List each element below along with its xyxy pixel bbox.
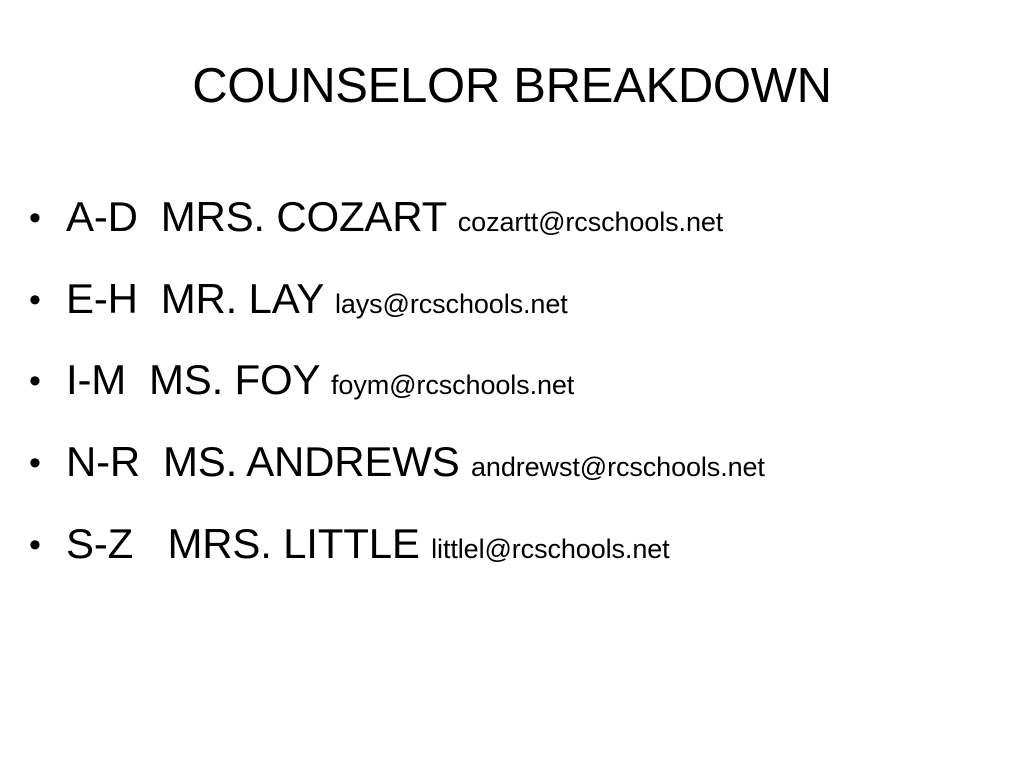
bullet-icon: •: [29, 526, 41, 564]
alphabet-range: E-H: [66, 275, 138, 322]
counselor-email: lays@rcschools.net: [334, 289, 568, 319]
bullet-icon: •: [29, 199, 41, 237]
counselor-email: andrewst@rcschools.net: [471, 452, 765, 482]
alphabet-range: N-R: [66, 438, 141, 485]
counselor-email: foym@rcschools.net: [331, 370, 575, 400]
bullet-icon: •: [29, 444, 41, 482]
bullet-icon: •: [29, 362, 41, 400]
alphabet-range: I-M: [66, 356, 127, 403]
counselor-entry: [66, 438, 765, 485]
counselor-entry: [66, 275, 568, 322]
counselor-name: MR. LAY: [160, 275, 324, 322]
counselor-name: MRS. COZART: [160, 193, 447, 240]
bullet-icon: •: [29, 281, 41, 319]
alphabet-range: A-D: [66, 193, 138, 240]
counselor-name: MS. ANDREWS: [163, 438, 460, 485]
slide-title: COUNSELOR BREAKDOWN: [192, 59, 832, 113]
counselor-entry: [66, 520, 670, 567]
alphabet-range: S-Z: [66, 520, 134, 567]
counselor-entry: [66, 193, 724, 240]
counselor-entry: [66, 356, 575, 403]
counselor-name: MRS. LITTLE: [167, 520, 420, 567]
counselor-email: littlel@rcschools.net: [431, 534, 670, 564]
counselor-email: cozartt@rcschools.net: [457, 207, 724, 237]
counselor-name: MS. FOY: [149, 356, 320, 403]
